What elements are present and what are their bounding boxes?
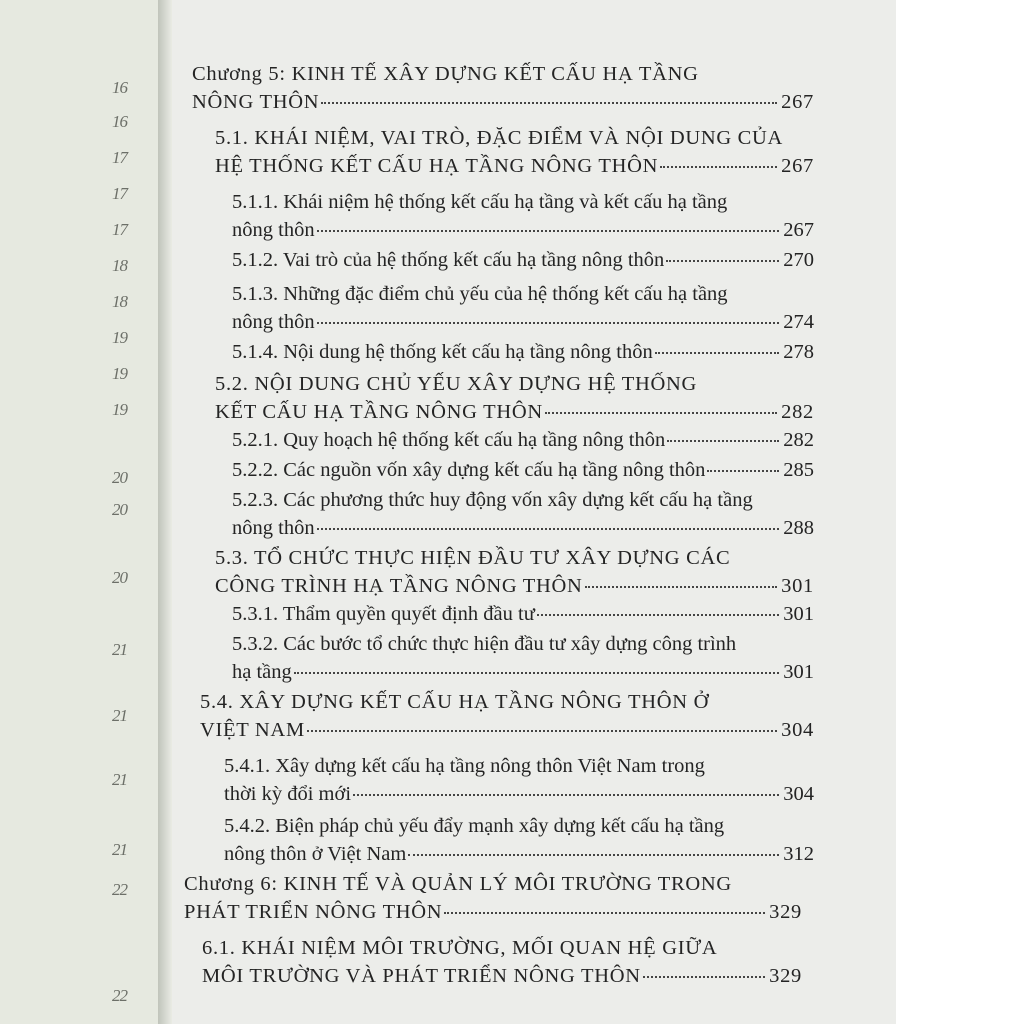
facing-page-number: 18 xyxy=(112,256,127,275)
toc-title: 5.3.1. Thẩm quyền quyết định đầu tư xyxy=(232,603,535,625)
toc-subsection-5-4-1 xyxy=(224,752,814,808)
toc-title: Chương 5: KINH TẾ XÂY DỰNG KẾT CẤU HẠ TẦNG xyxy=(192,63,699,85)
facing-page-number: 17 xyxy=(112,148,127,167)
toc-title: 5.1.3. Những đặc điểm chủ yếu của hệ thống kết cấu hạ tầng xyxy=(232,283,728,305)
toc-title: 5.2.2. Các nguồn vốn xây dựng kết cấu hạ tầng nông thôn xyxy=(232,459,706,481)
toc-title-cont: thời kỳ đổi mới xyxy=(224,783,352,805)
toc-title-cont: PHÁT TRIỂN NÔNG THÔN xyxy=(184,901,443,923)
dot-leader xyxy=(444,911,765,914)
toc-section-6-1 xyxy=(202,934,802,990)
facing-page-number: 21 xyxy=(112,770,127,789)
toc-title-cont: nông thôn xyxy=(232,517,315,539)
toc-title: 5.2. NỘI DUNG CHỦ YẾU XÂY DỰNG HỆ THỐNG xyxy=(215,373,698,395)
toc-section-5-3 xyxy=(215,544,814,600)
facing-page-number: 17 xyxy=(112,184,127,203)
facing-page-number: 20 xyxy=(112,468,127,487)
toc-subsection-5-1-4 xyxy=(232,338,814,366)
dot-leader xyxy=(317,321,780,324)
toc-title: 5.4. XÂY DỰNG KẾT CẤU HẠ TẦNG NÔNG THÔN Ở xyxy=(200,691,710,713)
dot-leader xyxy=(408,853,779,856)
toc-page-number: 329 xyxy=(769,901,802,923)
toc-title-cont: CÔNG TRÌNH HẠ TẦNG NÔNG THÔN xyxy=(215,575,583,597)
toc-title-cont: KẾT CẤU HẠ TẦNG NÔNG THÔN xyxy=(215,401,543,423)
toc-page-number: 285 xyxy=(783,459,814,481)
toc-page-number: 301 xyxy=(783,661,814,683)
toc-section-5-4 xyxy=(200,688,814,744)
facing-page-number: 16 xyxy=(112,112,127,131)
toc-page-number: 274 xyxy=(783,311,814,333)
toc-page-number: 312 xyxy=(783,843,814,865)
toc-title: 5.4.1. Xây dựng kết cấu hạ tầng nông thôn Việt Nam trong xyxy=(224,755,705,777)
toc-subsection-5-1-3 xyxy=(232,280,814,336)
toc-title-cont: VIỆT NAM xyxy=(200,719,305,741)
facing-page-number: 19 xyxy=(112,364,127,383)
facing-page-number: 22 xyxy=(112,880,127,899)
toc-title-cont: NÔNG THÔN xyxy=(192,91,320,113)
toc-page xyxy=(172,0,896,1024)
toc-page-number: 282 xyxy=(781,401,814,423)
toc-page-number: 301 xyxy=(781,575,814,597)
facing-page-number: 21 xyxy=(112,840,127,859)
facing-page-number: 16 xyxy=(112,78,127,97)
toc-page-number: 278 xyxy=(783,341,814,363)
toc-title: 6.1. KHÁI NIỆM MÔI TRƯỜNG, MỐI QUAN HỆ GIỮA xyxy=(202,937,718,959)
dot-leader xyxy=(643,975,765,978)
dot-leader xyxy=(537,613,779,616)
facing-page-number: 21 xyxy=(112,706,127,725)
toc-title-cont: nông thôn ở Việt Nam xyxy=(224,843,407,865)
toc-title-cont: HỆ THỐNG KẾT CẤU HẠ TẦNG NÔNG THÔN xyxy=(215,155,659,177)
toc-title: 5.1.4. Nội dung hệ thống kết cấu hạ tầng nông thôn xyxy=(232,341,653,363)
dot-leader xyxy=(317,229,780,232)
facing-page-number: 20 xyxy=(112,500,127,519)
toc-title-cont: nông thôn xyxy=(232,311,315,333)
toc-page-number: 304 xyxy=(783,783,814,805)
toc-title: 5.2.3. Các phương thức huy động vốn xây dựng kết cấu hạ tầng xyxy=(232,489,753,511)
dot-leader xyxy=(655,351,779,354)
toc-title-cont: hạ tầng xyxy=(232,661,292,683)
toc-chapter-6 xyxy=(184,870,802,926)
toc-page-number: 304 xyxy=(781,719,814,741)
toc-page-number: 270 xyxy=(783,249,814,271)
toc-subsection-5-2-3 xyxy=(232,486,814,542)
toc-title: 5.3. TỔ CHỨC THỰC HIỆN ĐẦU TƯ XÂY DỰNG CÁC xyxy=(215,547,731,569)
toc-page-number: 288 xyxy=(783,517,814,539)
toc-subsection-5-3-2 xyxy=(232,630,814,686)
toc-title: 5.1. KHÁI NIỆM, VAI TRÒ, ĐẶC ĐIỂM VÀ NỘI DUNG CỦA xyxy=(215,127,784,149)
facing-page-number: 22 xyxy=(112,986,127,1005)
book-gutter xyxy=(158,0,172,1024)
toc-title: 5.1.1. Khái niệm hệ thống kết cấu hạ tầng và kết cấu hạ tầng xyxy=(232,191,728,213)
dot-leader xyxy=(317,527,780,530)
dot-leader xyxy=(707,469,779,472)
toc-subsection-5-1-1 xyxy=(232,188,814,244)
toc-title: 5.2.1. Quy hoạch hệ thống kết cấu hạ tầng nông thôn xyxy=(232,429,666,451)
facing-page-number: 19 xyxy=(112,328,127,347)
toc-section-5-1 xyxy=(215,124,814,180)
dot-leader xyxy=(545,411,777,414)
background xyxy=(896,0,1024,1024)
dot-leader xyxy=(660,165,777,168)
toc-page-number: 267 xyxy=(781,91,814,113)
toc-chapter-5 xyxy=(192,60,814,116)
dot-leader xyxy=(294,671,779,674)
toc-section-5-2 xyxy=(215,370,814,426)
toc-page-number: 267 xyxy=(783,219,814,241)
toc-page-number: 301 xyxy=(783,603,814,625)
facing-page-number: 20 xyxy=(112,568,127,587)
dot-leader xyxy=(307,729,777,732)
toc-page-number: 282 xyxy=(783,429,814,451)
toc-page-number: 329 xyxy=(769,965,802,987)
facing-page-number: 21 xyxy=(112,640,127,659)
facing-page-number: 18 xyxy=(112,292,127,311)
toc-title: Chương 6: KINH TẾ VÀ QUẢN LÝ MÔI TRƯỜNG TRONG xyxy=(184,873,732,895)
toc-title: 5.4.2. Biện pháp chủ yếu đẩy mạnh xây dựng kết cấu hạ tầng xyxy=(224,815,725,837)
toc-title-cont: nông thôn xyxy=(232,219,315,241)
toc-title-cont: MÔI TRƯỜNG VÀ PHÁT TRIỂN NÔNG THÔN xyxy=(202,965,641,987)
dot-leader xyxy=(321,101,777,104)
facing-page-number: 17 xyxy=(112,220,127,239)
toc-subsection-5-3-1 xyxy=(232,600,814,628)
toc-subsection-5-4-2 xyxy=(224,812,814,868)
toc-subsection-5-1-2 xyxy=(232,246,814,274)
toc-subsection-5-2-2 xyxy=(232,456,814,484)
dot-leader xyxy=(585,585,778,588)
dot-leader xyxy=(667,439,779,442)
toc-title: 5.3.2. Các bước tổ chức thực hiện đầu tư xây dựng công trình xyxy=(232,633,737,655)
facing-page xyxy=(0,0,159,1024)
toc-title: 5.1.2. Vai trò của hệ thống kết cấu hạ tầng nông thôn xyxy=(232,249,665,271)
toc-subsection-5-2-1 xyxy=(232,426,814,454)
dot-leader xyxy=(353,793,779,796)
dot-leader xyxy=(666,259,779,262)
toc-page-number: 267 xyxy=(781,155,814,177)
facing-page-number: 19 xyxy=(112,400,127,419)
